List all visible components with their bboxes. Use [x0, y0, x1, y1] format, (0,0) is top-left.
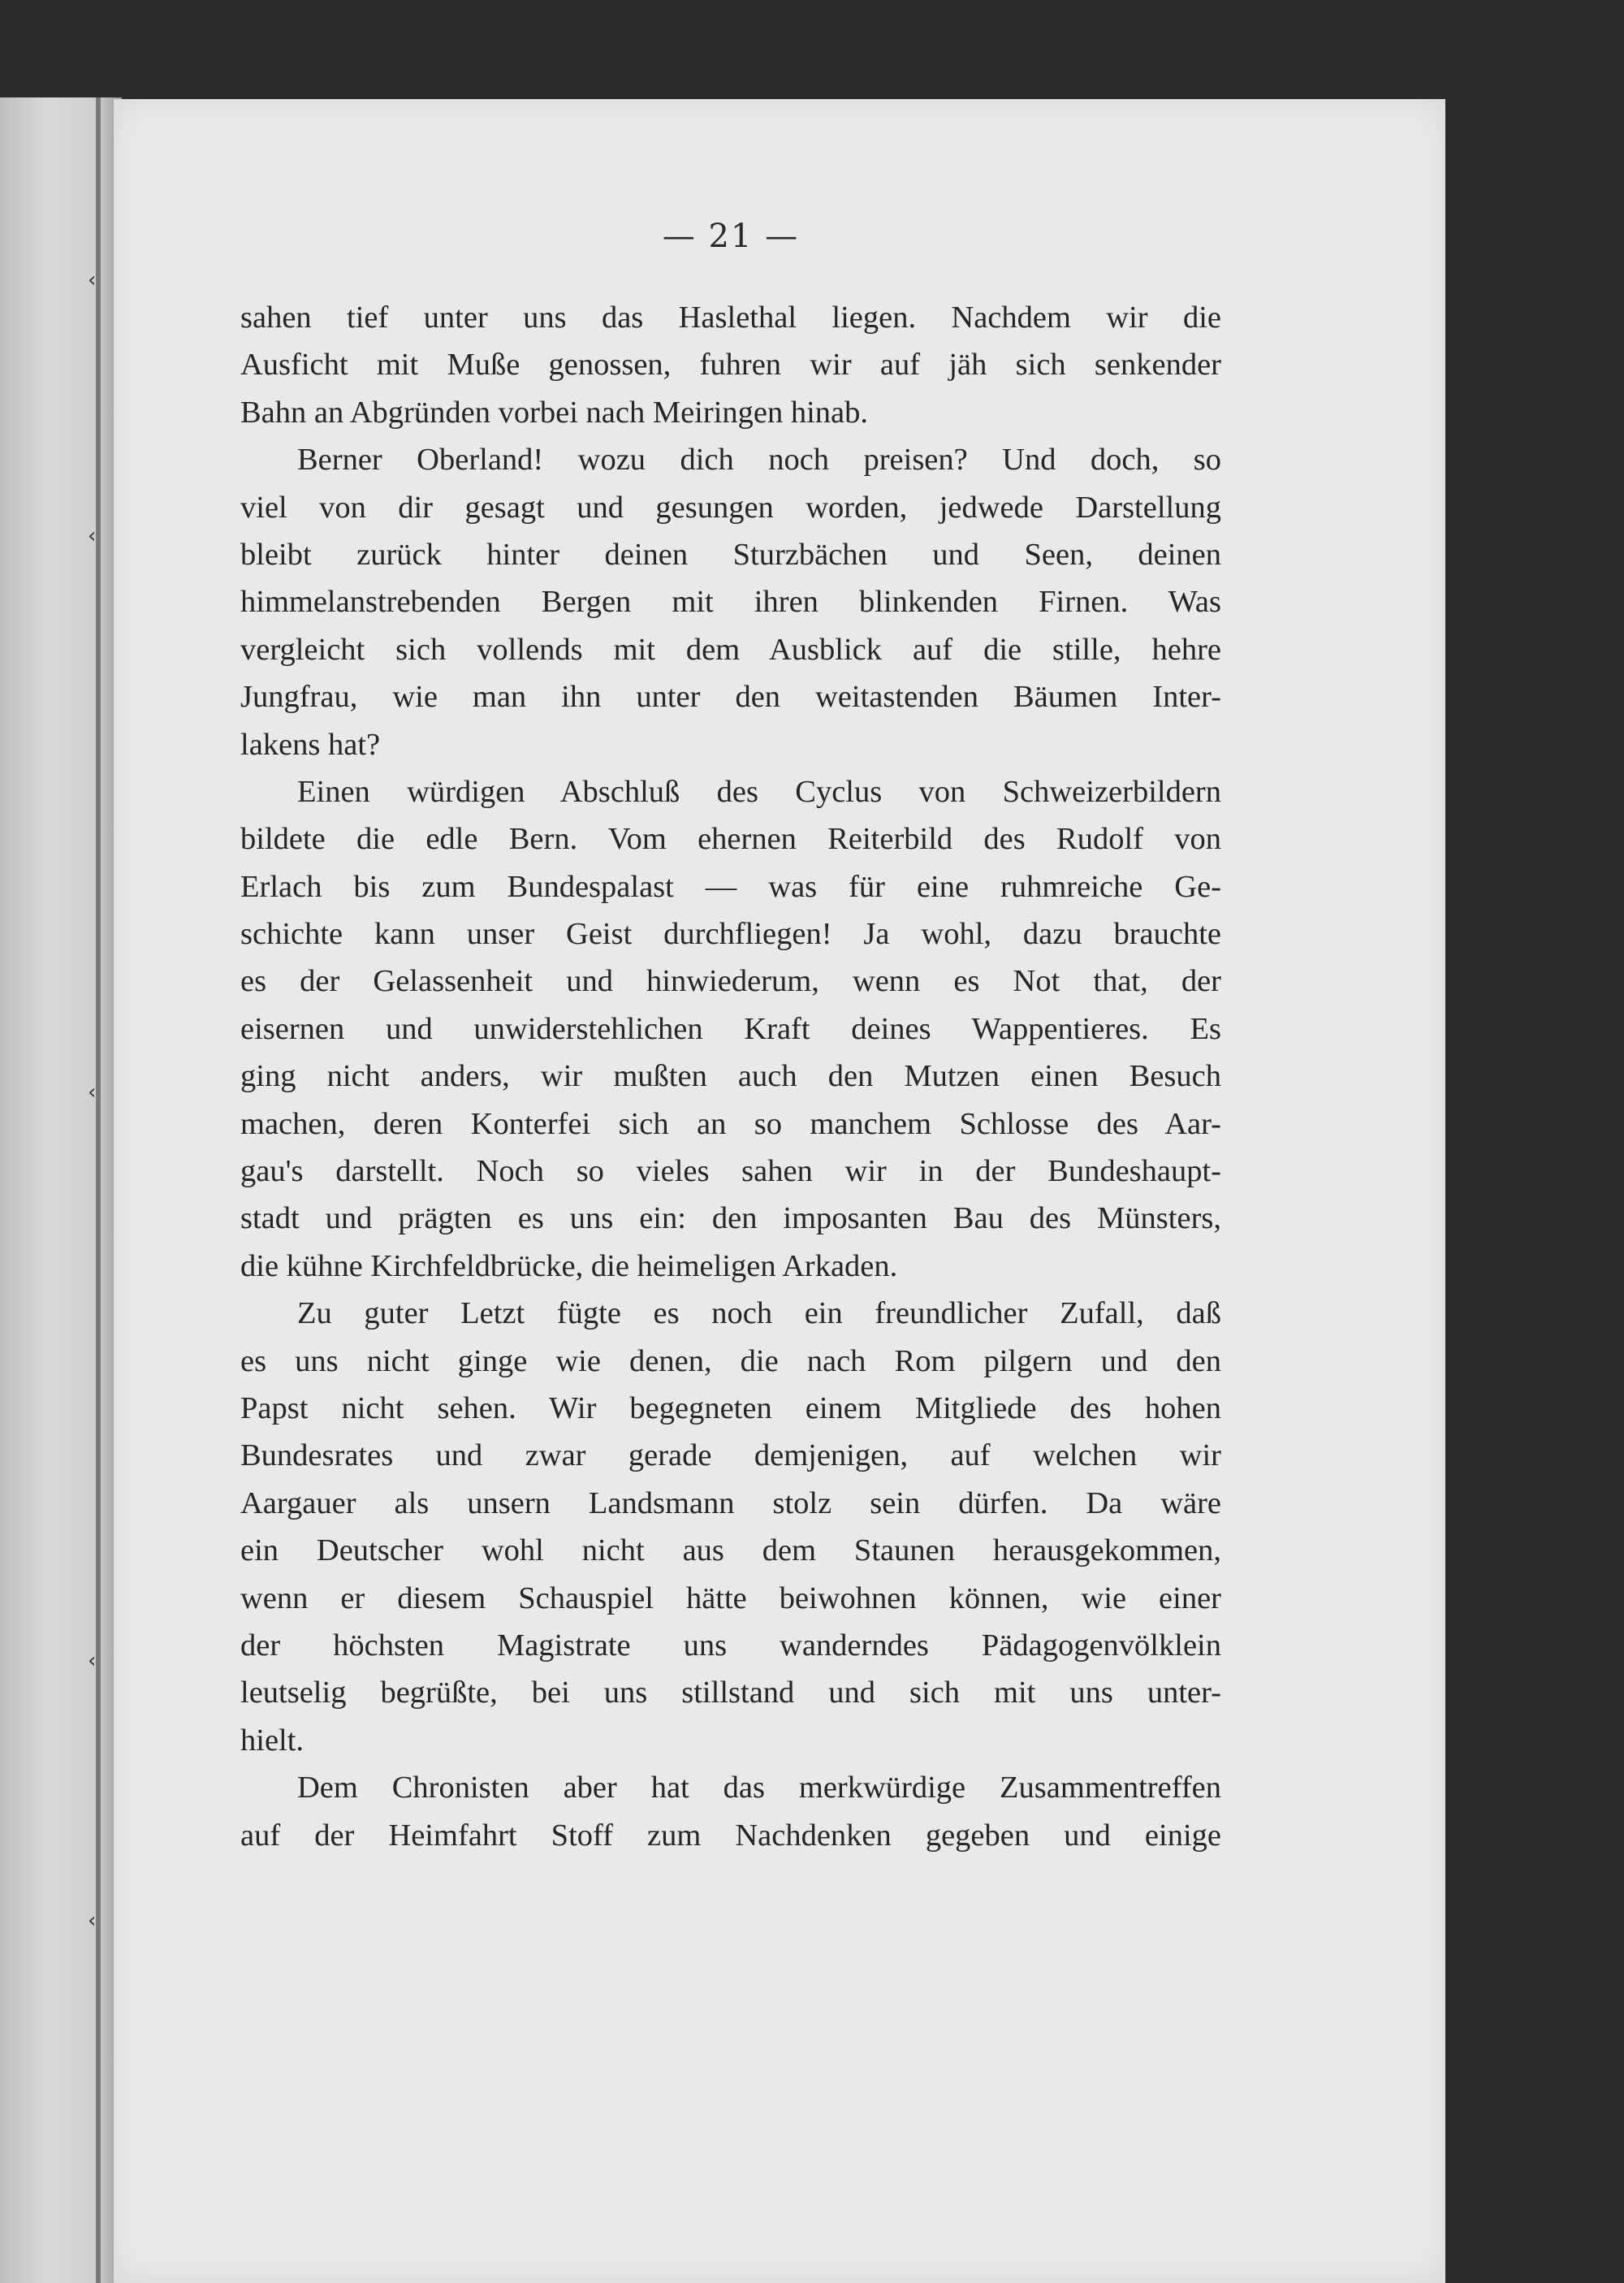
- margin-speck-icon: ‹: [88, 1080, 97, 1105]
- text-line: lakens hat?: [240, 727, 381, 762]
- text-line: Einen würdigen Abschluß des Cyclus von Schweizerbildern: [297, 774, 1221, 809]
- margin-speck-icon: ‹: [88, 268, 97, 292]
- text-line: wenn er diesem Schauspiel hätte beiwohnen können, wie einer: [240, 1580, 1221, 1615]
- text-line: Jungfrau, wie man ihn unter den weitastenden Bäumen Inter-: [240, 680, 1221, 715]
- text-line: Papst nicht sehen. Wir begegneten einem Mitgliede des hohen: [240, 1390, 1221, 1425]
- text-line: ging nicht anders, wir mußten auch den Mutzen einen Besuch: [240, 1059, 1221, 1094]
- text-line: Bahn an Abgründen vorbei nach Meiringen hinab.: [240, 395, 869, 430]
- text-line: der höchsten Magistrate uns wanderndes Pädagogenvölklein: [240, 1628, 1221, 1663]
- text-line: Erlach bis zum Bundespalast — was für eine ruhmreiche Ge-: [240, 869, 1221, 904]
- text-line: eisernen und unwiderstehlichen Kraft deines Wappentieres. Es: [240, 1011, 1221, 1046]
- text-line: vergleicht sich vollends mit dem Ausblick auf die stille, hehre: [240, 632, 1221, 667]
- text-line: auf der Heimfahrt Stoff zum Nachdenken gegeben und einige: [240, 1818, 1221, 1853]
- text-line: Ausficht mit Muße genossen, fuhren wir auf jäh sich senkender: [240, 348, 1221, 383]
- text-line: stadt und prägten es uns ein: den imposanten Bau des Münsters,: [240, 1201, 1221, 1236]
- text-line: Aargauer als unsern Landsmann stolz sein dürfen. Da wäre: [240, 1485, 1221, 1520]
- body-text: [240, 294, 1221, 1859]
- text-line: Berner Oberland! wozu dich noch preisen? Und doch, so: [297, 443, 1221, 478]
- book-gutter: [96, 97, 101, 2283]
- text-line: bildete die edle Bern. Vom ehernen Reiterbild des Rudolf von: [240, 822, 1221, 857]
- text-line: machen, deren Konterfei sich an so manchem Schlosse des Aar-: [240, 1106, 1221, 1141]
- page-number: — 21 —: [662, 218, 800, 255]
- margin-speck-icon: ‹: [88, 524, 97, 548]
- text-line: es uns nicht ginge wie denen, die nach Rom pilgern und den: [240, 1343, 1221, 1378]
- text-line: ein Deutscher wohl nicht aus dem Staunen herausgekommen,: [240, 1533, 1221, 1568]
- text-line: hielt.: [240, 1723, 304, 1758]
- margin-speck-icon: ‹: [88, 1649, 97, 1673]
- text-line: Dem Chronisten aber hat das merkwürdige Zusammentreffen: [297, 1771, 1221, 1805]
- text-line: die kühne Kirchfeldbrücke, die heimeligen Arkaden.: [240, 1248, 898, 1283]
- text-line: schichte kann unser Geist durchfliegen! Ja wohl, dazu brauchte: [240, 917, 1221, 952]
- text-line: himmelanstrebenden Bergen mit ihren blinkenden Firnen. Was: [240, 585, 1221, 620]
- text-line: sahen tief unter uns das Haslethal liegen. Nachdem wir die: [240, 301, 1221, 335]
- previous-page-edge: [0, 97, 122, 2283]
- text-line: viel von dir gesagt und gesungen worden, jedwede Darstellung: [240, 490, 1221, 525]
- margin-speck-icon: ‹: [88, 1909, 97, 1933]
- text-line: es der Gelassenheit und hinwiederum, wenn es Not that, der: [240, 964, 1221, 999]
- text-line: gau's darstellt. Noch so vieles sahen wir in der Bundeshaupt-: [240, 1154, 1221, 1189]
- text-line: bleibt zurück hinter deinen Sturzbächen und Seen, deinen: [240, 537, 1221, 572]
- text-line: Zu guter Letzt fügte es noch ein freundlicher Zufall, daß: [297, 1296, 1221, 1331]
- text-line: Bundesrates und zwar gerade demjenigen, auf welchen wir: [240, 1438, 1221, 1473]
- text-line: leutselig begrüßte, bei uns stillstand und sich mit uns unter-: [240, 1675, 1221, 1710]
